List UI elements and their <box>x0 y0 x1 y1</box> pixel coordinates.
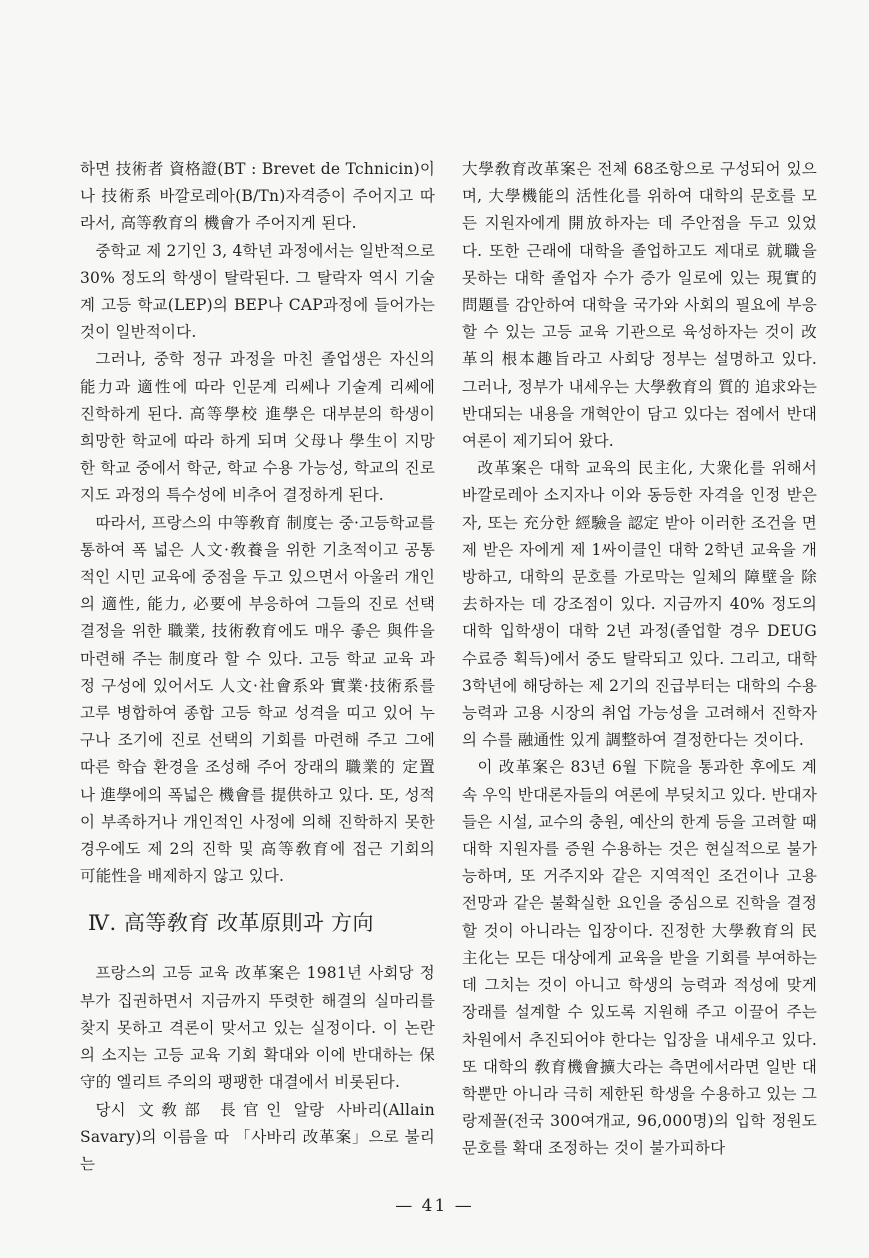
paragraph: 改革案은 대학 교육의 民主化, 大衆化를 위해서 바깔로레아 소지자나 이와 동등한 자격을 인정 받은 자, 또는 充分한 經驗을 認定 받아 이러한 조건을 면제 받은 자에게 제 1싸이클인 대학 2학년 교육을 개방하고, 대학의 문호를 가로막는 일체의 障壁을 除去하자는 데 강조점이 있다. 지금까지 40% 정도의 대학 입학생이 대학 2년 과정(졸업할 경우 DEUG 수료증 획득)에서 중도 탈락되고 있다. 그리고, 대학 3학년에 해당하는 제 2기의 진급부터는 대학의 수용 능력과 고용 시장의 취업 가능성을 고려해서 진학자의 수를 融通性 있게 調整하여 결정한다는 것이다. <box>462 459 817 750</box>
right-column <box>462 156 817 1163</box>
paragraph: 프랑스의 고등 교육 改革案은 1981년 사회당 정부가 집권하면서 지금까지 뚜렷한 해결의 실마리를 찾지 못하고 격론이 맞서고 있는 실정이다. 이 논란의 소지는 고등 교육 기회 확대와 이에 반대하는 保守的 엘리트 주의의 팽팽한 대결에서 비롯된다. <box>80 964 435 1092</box>
paragraph: 따라서, 프랑스의 中等敎育 制度는 중·고등학교를 통하여 폭 넓은 人文·敎養을 위한 기초적이고 공통적인 시민 교육에 중점을 두고 있으면서 아울러 개인의 適性, 能力, 必要에 부응하여 그들의 진로 선택 결정을 위한 職業, 技術敎育에도 매우 좋은 與件을 마련해 주는 制度라 할 수 있다. 고등 학교 교육 과정 구성에 있어서도 人文·社會系와 實業·技術系를 고루 병합하여 종합 고등 학교 성격을 띠고 있어 누구나 조기에 진로 선택의 기회를 마련해 주고 그에 따른 학습 환경을 조성해 주어 장래의 職業的 定置나 進學에의 폭넓은 機會를 提供하고 있다. 또, 성적이 부족하거나 개인적인 사정에 의해 진학하지 못한 경우에도 제 2의 진학 및 高等敎育에 접근 기회의 可能性을 배제하지 않고 있다. <box>80 513 435 886</box>
paragraph: 당시 文敎部 長官인 알랑 사바리(Allain Savary)의 이름을 따 「사바리 改革案」으로 불리는 <box>80 1100 435 1173</box>
paragraph: 하면 技術者 資格證(BT : Brevet de Tchnicin)이나 技術系 바깔로레아(B/Tn)자격증이 주어지고 따라서, 高等敎育의 機會가 주어지게 된다. <box>80 160 435 233</box>
paragraph: 그러나, 중학 정규 과정을 마친 졸업생은 자신의 能力과 適性에 따라 인문계 리쎄나 기술계 리쎄에 진학하게 된다. 高等學校 進學은 대부분의 학생이 희망한 학교에 따라 하게 되며 父母나 學生이 지망한 학교 중에서 학군, 학교 수용 가능성, 학교의 진로 지도 과정의 특수성에 비추어 결정하게 된다. <box>80 350 435 505</box>
left-column <box>80 156 435 1178</box>
paragraph: 중학교 제 2기인 3, 4학년 과정에서는 일반적으로 30% 정도의 학생이 탈락된다. 그 탈락자 역시 기술계 고등 학교(LEP)의 BEP나 CAP과정에 들어가는 것이 일반적이다. <box>80 241 435 342</box>
paragraph: 이 改革案은 83년 6월 下院을 통과한 후에도 계속 우익 반대론자들의 여론에 부딪치고 있다. 반대자들은 시설, 교수의 충원, 예산의 한계 등을 고려할 때 대학 지원자를 증원 수용하는 것은 현실적으로 불가능하며, 또 거주지와 같은 지역적인 조건이나 고용 전망과 같은 불확실한 요인을 중심으로 진학을 결정할 것이 아니라는 입장이다. 진정한 大學敎育의 民主化는 모든 대상에게 교육을 받을 기회를 부여하는 데 그치는 것이 아니고 학생의 능력과 적성에 맞게 장래를 설계할 수 있도록 지원해 주고 이끌어 주는 차원에서 추진되어야 한다는 입장을 내세우고 있다. 또 대학의 敎育機會擴大라는 측면에서라면 일반 대학뿐만 아니라 극히 제한된 학생을 수용하고 있는 그랑제꼴(전국 300여개교, 96,000명)의 입학 정원도 문호를 확대 조정하는 것이 불가피하다 <box>462 758 817 1158</box>
page-number: — 41 — <box>395 1196 474 1216</box>
paragraph: 大學敎育改革案은 전체 68조항으로 구성되어 있으며, 大學機能의 活性化를 위하여 대학의 문호를 모든 지원자에게 開放하자는 데 주안점을 두고 있었다. 또한 근래에 대학을 졸업하고도 제대로 就職을 못하는 대학 졸업자 수가 증가 일로에 있는 現實的 問題를 감안하여 대학을 국가와 사회의 필요에 부응할 수 있는 고등 교육 기관으로 육성하자는 것이 改革의 根本趣旨라고 사회당 정부는 설명하고 있다. 그러나, 정부가 내세우는 大學敎育의 質的 追求와는 반대되는 내용을 개혁안이 담고 있다는 점에서 반대 여론이 제기되어 왔다. <box>462 160 817 451</box>
section-heading: Ⅳ. 高等敎育 改革原則과 方向 <box>88 911 374 936</box>
